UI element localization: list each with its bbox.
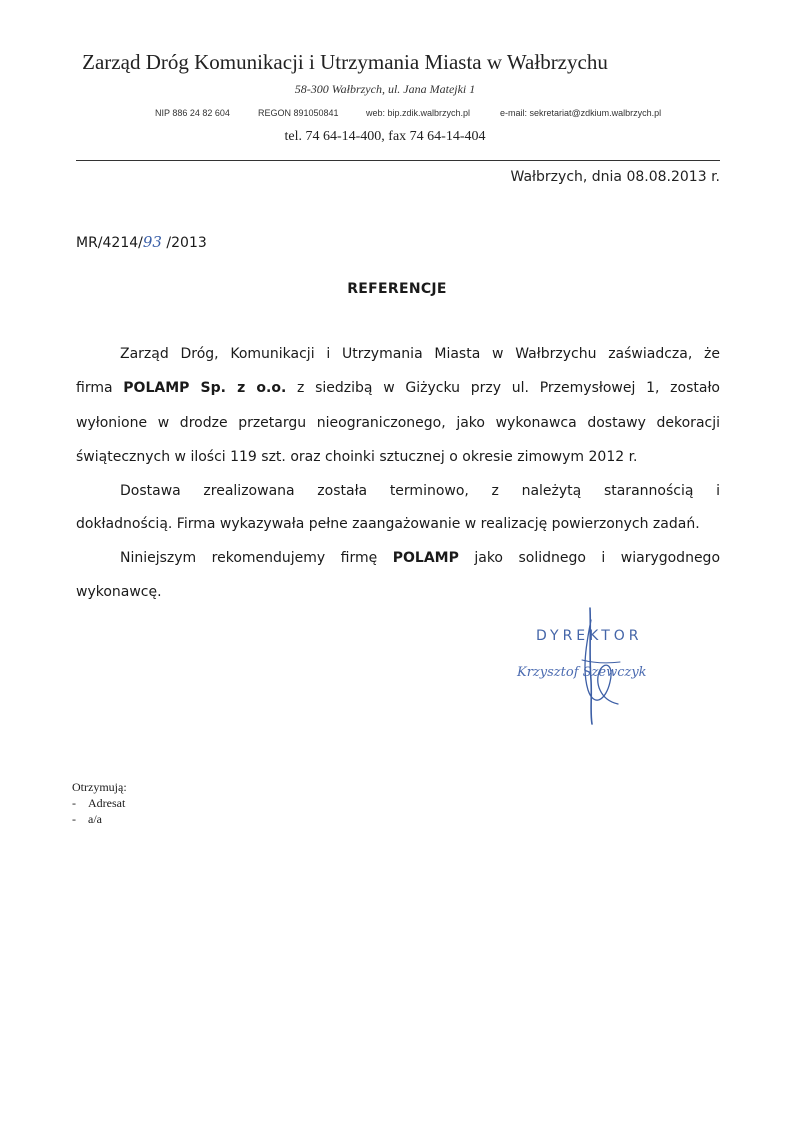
email-address: e-mail: sekretariat@zdkium.walbrzych.pl	[500, 108, 662, 118]
organization-address: 58-300 Wałbrzych, ul. Jana Matejki 1	[294, 82, 476, 96]
document-date: Wałbrzych, dnia 08.08.2013 r.	[510, 169, 720, 185]
nip-number: NIP 886 24 82 604	[155, 108, 230, 118]
company-name: POLAMP	[392, 550, 459, 566]
signature-title-stamp: DYREKTOR	[536, 628, 643, 644]
paragraph-1-line-2	[76, 380, 720, 396]
reference-suffix: /2013	[166, 235, 207, 251]
reference-prefix: MR/4214/	[76, 235, 143, 251]
recipient-name: a/a	[88, 812, 102, 826]
list-dash: -	[72, 796, 76, 810]
website-address: web: bip.zdik.walbrzych.pl	[366, 108, 471, 118]
text-segment: Niniejszym rekomendujemy firmę	[120, 550, 378, 566]
paragraph-2-line-1: Dostawa zrealizowana została terminowo, z należytą starannością i	[120, 483, 720, 499]
phone-fax: tel. 74 64-14-400, fax 74 64-14-404	[284, 129, 486, 144]
recipient-item	[72, 812, 102, 827]
paragraph-2-line-2: dokładnością. Firma wykazywała pełne zaangażowanie w realizację powierzonych zadań.	[76, 516, 700, 532]
signature-name-stamp: Krzysztof Szewczyk	[517, 665, 647, 680]
handwritten-signature-icon	[560, 600, 650, 730]
recipient-item	[72, 796, 125, 811]
text-segment: jako solidnego i wiarygodnego	[474, 550, 721, 566]
header-divider	[76, 160, 720, 161]
paragraph-1-line-3: wyłonione w drodze przetargu nieograniczonego, jako wykonawca dostawy dekoracji	[76, 415, 720, 431]
paragraph-1-line-4: świątecznych w ilości 119 szt. oraz choinki sztucznej o okresie zimowym 2012 r.	[76, 449, 638, 465]
text-segment: firma	[76, 380, 113, 396]
document-heading: REFERENCJE	[347, 281, 447, 297]
reference-number	[76, 233, 207, 251]
list-dash: -	[72, 812, 76, 826]
text-segment: z siedzibą w Giżycku przy ul. Przemysłowej 1, zostało	[297, 380, 720, 396]
reference-handwritten-number: 93	[142, 233, 162, 251]
regon-number: REGON 891050841	[258, 108, 339, 118]
paragraph-3-line-2: wykonawcę.	[76, 584, 162, 600]
paragraph-3-line-1	[120, 550, 720, 566]
recipients-label: Otrzymują:	[72, 780, 127, 794]
company-name: POLAMP Sp. z o.o.	[123, 380, 287, 396]
paragraph-1-line-1: Zarząd Dróg, Komunikacji i Utrzymania Miasta w Wałbrzychu zaświadcza, że	[120, 346, 720, 362]
organization-name: Zarząd Dróg Komunikacji i Utrzymania Miasta w Wałbrzychu	[82, 50, 608, 74]
recipient-name: Adresat	[88, 796, 126, 810]
